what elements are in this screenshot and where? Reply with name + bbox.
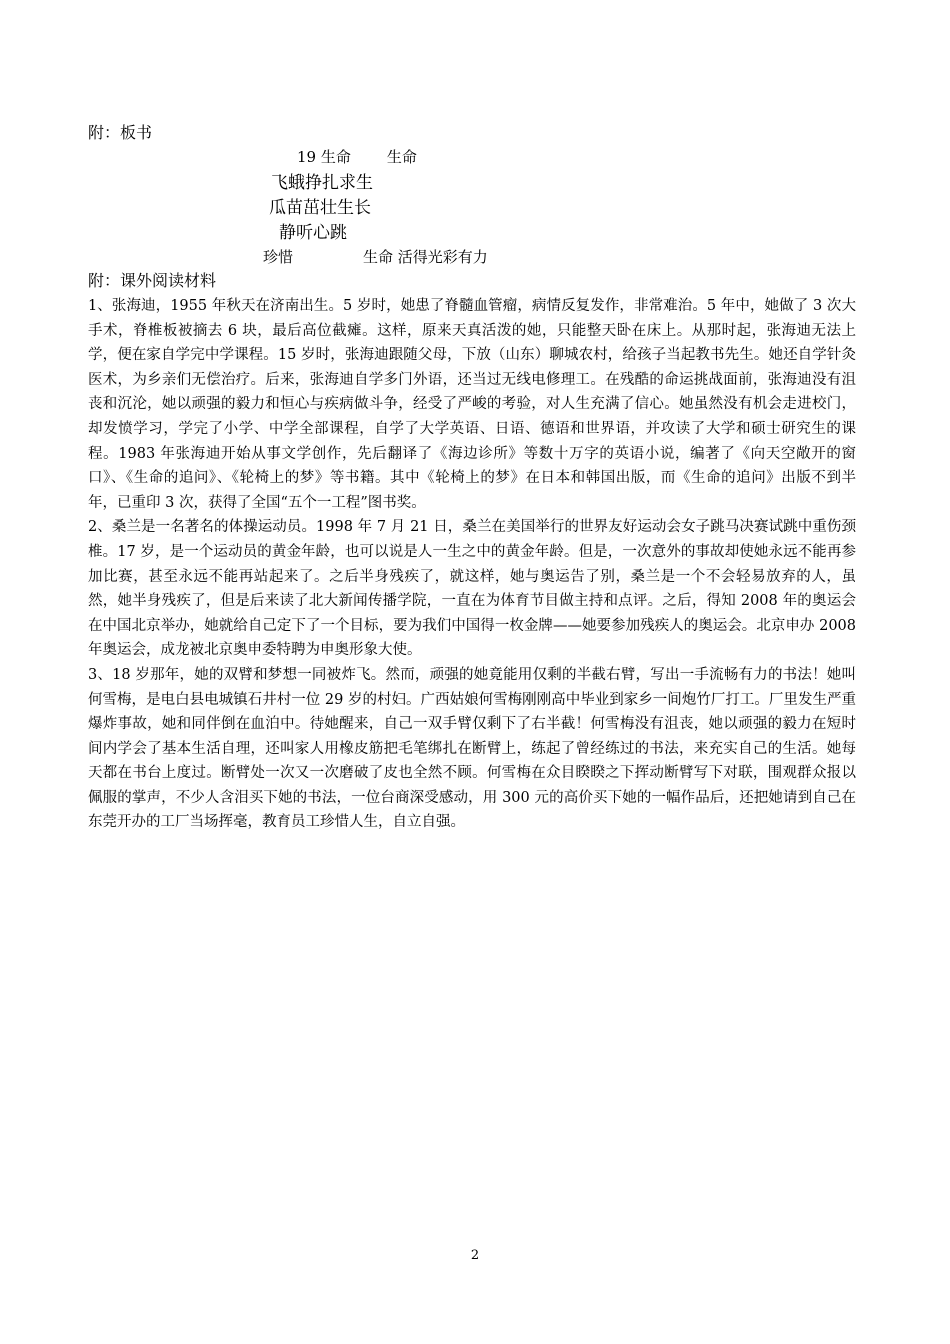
reading-paragraph-zhang-haidi: 1、张海迪，1955 年秋天在济南出生。5 岁时，她患了脊髓血管瘤，病情反复发作，非常难治。5 年中，她做了 3 次大手术，脊椎板被摘去 6 块，最后高位截瘫。这样，原来天真活泼的她，只能整天卧在床上。从那时起，张海迪无法上学，便在家自学完中学课程。15 岁时，张海迪跟随父母，下放（山东）聊城农村，给孩子当起教书先生。她还自学针灸医术，为乡亲们无偿治疗。后来，张海迪自学多门外语，还当过无线电修理工。在残酷的命运挑战面前，张海迪没有沮丧和沉沦，她以顽强的毅力和恒心与疾病做斗争，经受了严峻的考验，对人生充满了信心。她虽然没有机会走进校门，却发愤学习，学完了小学、中学全部课程，自学了大学英语、日语、德语和世界语，并攻读了大学和硕士研究生的课程。1983 年张海迪开始从事文学创作，先后翻译了《海边诊所》等数十万字的英语小说，编著了《向天空敞开的窗口》、《生命的追问》、《轮椅上的梦》等书籍。其中《轮椅上的梦》在日本和韩国出版，而《生命的追问》出版不到半年，已重印 3 次，获得了全国“五个一工程”图书奖。 — [88, 298, 856, 511]
reading-paragraph-sang-lan: 2、桑兰是一名著名的体操运动员。1998 年 7 月 21 日，桑兰在美国举行的世界友好运动会女子跳马决赛试跳中重伤颈椎。17 岁，是一个运动员的黄金年龄，也可以说是人一生之中的黄金年龄。但是，一次意外的事故却使她永远不能再参加比赛，甚至永远不能再站起来了。之后半身残疾了，就这样，她与奥运告了别，桑兰是一个不会轻易放弃的人，虽然，她半身残疾了，但是后来读了北大新闻传播学院，一直在为体育节目做主持和点评。之后，得知 2008 年的奥运会在中国北京举办，她就给自己定下了一个目标，要为我们中国得一枚金牌——她要参加残疾人的奥运会。北京申办 2008 年奥运会，成龙被北京奥申委特聘为申奥形象大使。 — [88, 519, 856, 659]
page-number: 2 — [470, 1248, 480, 1263]
board-line-seedling: 瓜苗茁壮生长 — [269, 198, 371, 218]
board-line-moth: 飞蛾挣扎求生 — [271, 173, 373, 193]
reading-paragraph-he-xuemei: 3、18 岁那年，她的双臂和梦想一同被炸飞。然而，顽强的她竟能用仅剩的半截右臂，写出一手流畅有力的书法！她叫何雪梅，是电白县电城镇石井村一位 29 岁的村妇。广西姑娘何雪梅刚刚高中毕业到家乡一间炮竹厂打工。厂里发生严重爆炸事故，她和同伴倒在血泊中。待她醒来，自己一双手臂仅剩下了右半截！何雪梅没有沮丧，她以顽强的毅力在短时间内学会了基本生活自理，还叫家人用橡皮筋把毛笔绑扎在断臂上，练起了曾经练过的书法，来充实自己的生活。她每天都在书台上度过。断臂处一次又一次磨破了皮也全然不顾。何雪梅在众目睽睽之下挥动断臂写下对联，围观群众报以佩服的掌声，不少人含泪买下她的书法，一位台商深受感动，用 300 元的高价买下她的一幅作品后，还把她请到自己在东莞开办的工厂当场挥毫，教育员工珍惜人生，自立自强。 — [88, 666, 856, 831]
board-lesson-title: 19 生命 — [297, 148, 351, 166]
board-life-label: 生命 — [386, 148, 417, 166]
reading-material — [88, 294, 856, 835]
reading-appendix-heading: 附：课外阅读材料 — [88, 271, 217, 290]
board-summary-text: 生命 活得光彩有力 — [363, 248, 488, 266]
board-appendix-heading: 附：板书 — [88, 123, 153, 142]
board-cherish-label: 珍惜 — [263, 248, 294, 266]
board-line-heartbeat: 静听心跳 — [279, 223, 347, 243]
board-line-title — [297, 146, 417, 168]
board-line-summary — [263, 246, 488, 268]
